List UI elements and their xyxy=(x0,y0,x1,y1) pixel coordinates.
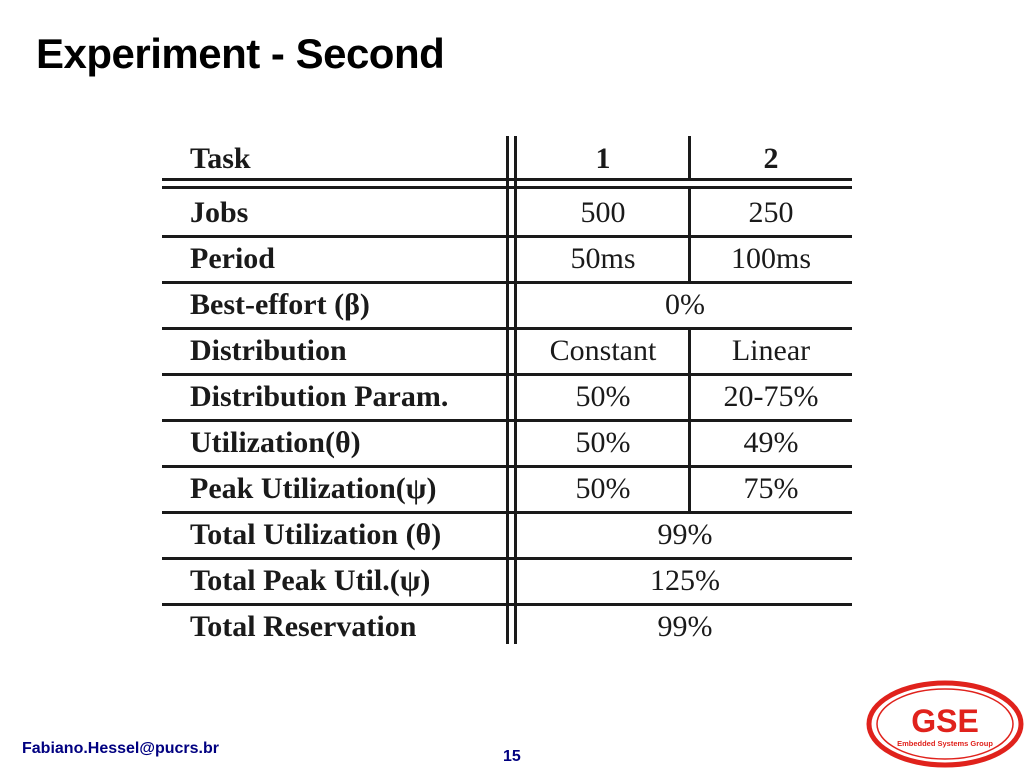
row-value-1: 50% xyxy=(575,472,631,505)
column-divider xyxy=(688,136,691,178)
row-value-2: 75% xyxy=(743,472,799,505)
column-divider xyxy=(688,189,691,281)
row-value-1: 50% xyxy=(575,380,631,413)
row-label: Distribution xyxy=(190,334,347,367)
slide-title: Experiment - Second xyxy=(36,30,445,77)
experiment-table xyxy=(162,136,852,644)
row-value-2: 49% xyxy=(743,426,799,459)
header-task-label: Task xyxy=(190,142,251,175)
header-col-1: 1 xyxy=(595,142,611,175)
header-col-2: 2 xyxy=(763,142,779,175)
row-label: Total Peak Util.(ψ) xyxy=(190,564,431,597)
row-label: Period xyxy=(190,242,275,275)
row-value-span: 99% xyxy=(657,518,713,551)
row-value-span: 125% xyxy=(650,564,720,597)
row-value-2: 250 xyxy=(748,196,794,229)
label-column-rule-right xyxy=(514,136,517,644)
row-value-2: Linear xyxy=(731,334,811,367)
gse-logo-text: GSE xyxy=(911,703,979,739)
row-label: Total Reservation xyxy=(190,610,417,643)
row-value-span: 99% xyxy=(657,610,713,643)
footer-email: Fabiano.Hessel@pucrs.br xyxy=(22,740,219,757)
row-label: Total Utilization (θ) xyxy=(190,518,442,551)
row-label: Best-effort (β) xyxy=(190,288,370,321)
gse-logo xyxy=(866,680,1024,768)
row-value-span: 0% xyxy=(665,288,705,321)
gse-logo-subtitle: Embedded Systems Group xyxy=(897,739,993,748)
row-value-2: 100ms xyxy=(730,242,811,275)
column-divider xyxy=(688,328,691,511)
page-number: 15 xyxy=(503,748,521,765)
row-value-1: 50% xyxy=(575,426,631,459)
label-column-rule-left xyxy=(506,136,509,644)
row-value-2: 20-75% xyxy=(723,380,819,413)
row-label: Distribution Param. xyxy=(190,380,449,413)
row-value-1: Constant xyxy=(549,334,657,367)
row-value-1: 50ms xyxy=(570,242,636,275)
row-label: Peak Utilization(ψ) xyxy=(190,472,437,505)
row-value-1: 500 xyxy=(580,196,626,229)
row-label: Utilization(θ) xyxy=(190,426,361,459)
row-label: Jobs xyxy=(190,196,249,229)
